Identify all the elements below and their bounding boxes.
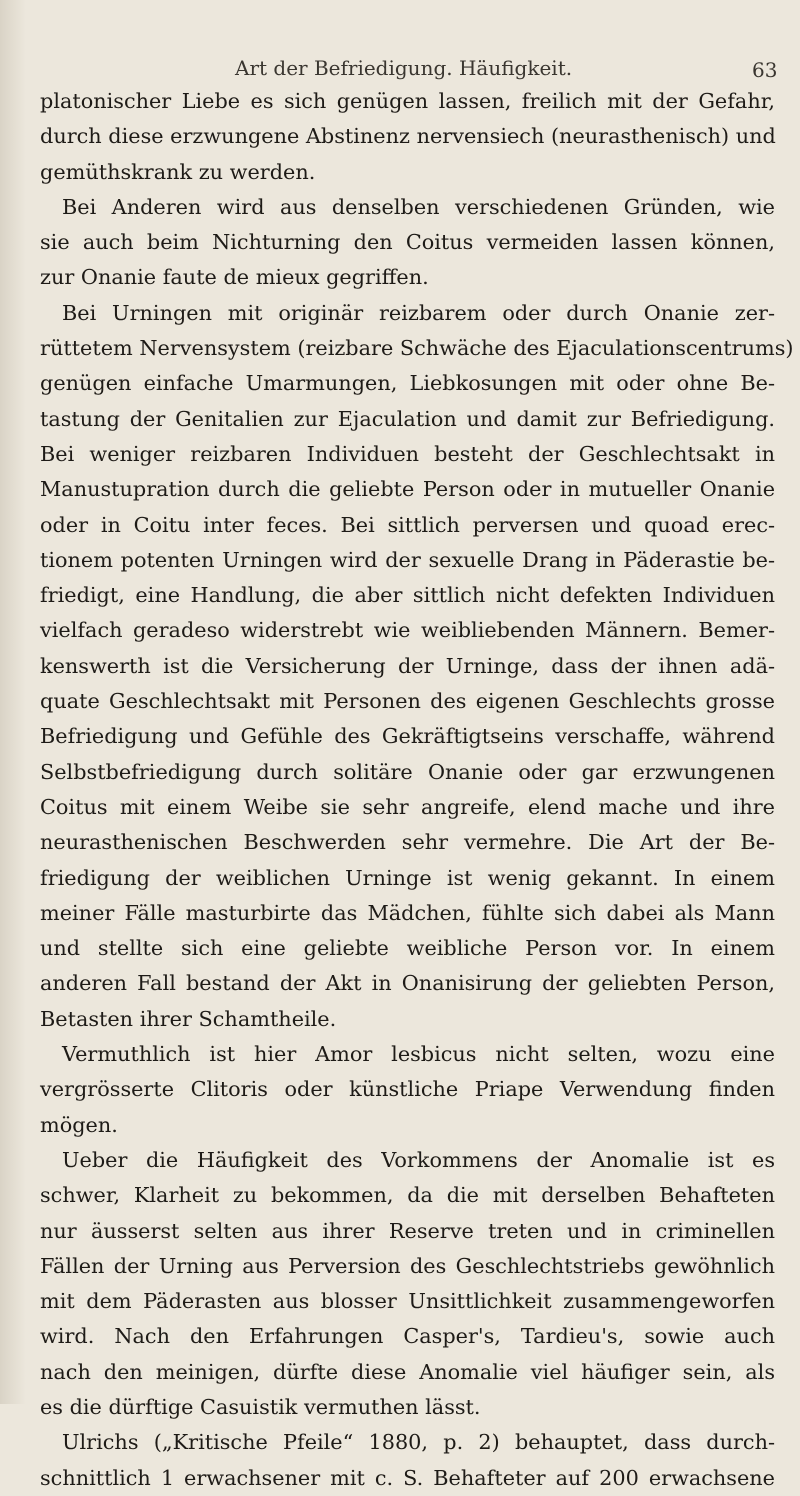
- paragraph-start-line: Bei Urningen mit originär reizbarem oder durch Onanie zer-: [62, 300, 775, 325]
- paragraph-start-line: Ueber die Häufigkeit des Vorkommens der Anomalie ist es: [62, 1147, 775, 1172]
- page-number: 63: [752, 58, 778, 82]
- text-line: quate Geschlechtsakt mit Personen des eigenen Geschlechts grosse: [40, 689, 775, 714]
- text-line: oder in Coitu inter feces. Bei sittlich perversen und quoad erec-: [40, 512, 775, 537]
- text-line: Coitus mit einem Weibe sie sehr angreife, elend mache und ihre: [40, 794, 775, 819]
- text-line: Manustupration durch die geliebte Person oder in mutueller Onanie: [40, 477, 775, 502]
- text-line: kenswerth ist die Versicherung der Urninge, dass der ihnen adä-: [40, 653, 775, 678]
- text-line: anderen Fall bestand der Akt in Onanisirung der geliebten Person,: [40, 971, 775, 996]
- text-line: Selbstbefriedigung durch solitäre Onanie oder gar erzwungenen: [40, 759, 775, 784]
- text-line: friedigt, eine Handlung, die aber sittlich nicht defekten Individuen: [40, 583, 775, 608]
- text-line: und stellte sich eine geliebte weibliche Person vor. In einem: [40, 936, 775, 961]
- body-text: [40, 84, 794, 1496]
- running-head: Art der Befriedigung. Häufigkeit.: [235, 56, 573, 80]
- text-line: durch diese erzwungene Abstinenz nervensiech (neurasthenisch) und: [40, 124, 776, 149]
- text-line: genügen einfache Umarmungen, Liebkosungen mit oder ohne Be-: [40, 371, 775, 396]
- text-line: mit dem Päderasten aus blosser Unsittlichkeit zusammengeworfen: [40, 1289, 775, 1314]
- text-line: es die dürftige Casuistik vermuthen lässt.: [40, 1394, 481, 1419]
- text-line: vielfach geradeso widerstrebt wie weibliebenden Männern. Bemer-: [40, 618, 775, 643]
- text-line: platonischer Liebe es sich genügen lassen, freilich mit der Gefahr,: [40, 89, 775, 113]
- text-line: tionem potenten Urningen wird der sexuelle Drang in Päderastie be-: [40, 547, 775, 572]
- paragraph-start-line: Ulrichs („Kritische Pfeile“ 1880, p. 2) behauptet, dass durch-: [62, 1430, 775, 1455]
- text-line: wird. Nach den Erfahrungen Casper's, Tardieu's, sowie auch: [40, 1324, 775, 1349]
- text-line: meiner Fälle masturbirte das Mädchen, fühlte sich dabei als Mann: [40, 900, 775, 925]
- text-line: Befriedigung und Gefühle des Gekräftigtseins verschaffe, während: [40, 724, 775, 749]
- text-line: Betasten ihrer Schamtheile.: [40, 1006, 337, 1031]
- text-line: zur Onanie faute de mieux gegriffen.: [40, 265, 429, 290]
- text-line: schnittlich 1 erwachsener mit c. S. Behafteter auf 200 erwachsene: [40, 1465, 775, 1490]
- text-line: nur äusserst selten aus ihrer Reserve treten und in criminellen: [40, 1218, 775, 1243]
- text-line: friedigung der weiblichen Urninge ist wenig gekannt. In einem: [40, 865, 775, 890]
- text-line: neurasthenischen Beschwerden sehr vermehre. Die Art der Be-: [40, 830, 775, 855]
- text-line: mögen.: [40, 1112, 118, 1137]
- paragraph-start-line: Bei Anderen wird aus denselben verschiedenen Gründen, wie: [62, 194, 775, 219]
- paragraph-start-line: Vermuthlich ist hier Amor lesbicus nicht selten, wozu eine: [62, 1042, 775, 1067]
- text-line: schwer, Klarheit zu bekommen, da die mit derselben Behafteten: [40, 1183, 775, 1208]
- text-line: rüttetem Nervensystem (reizbare Schwäche des Ejaculationscentrums): [40, 336, 794, 361]
- text-line: vergrösserte Clitoris oder künstliche Priape Verwendung finden: [40, 1077, 775, 1102]
- text-line: nach den meinigen, dürfte diese Anomalie viel häufiger sein, als: [40, 1359, 775, 1384]
- text-line: Bei weniger reizbaren Individuen besteht der Geschlechtsakt in: [40, 441, 775, 466]
- page-gutter-shadow: [0, 0, 26, 1404]
- text-line: tastung der Genitalien zur Ejaculation und damit zur Befriedigung.: [40, 406, 775, 431]
- text-line: gemüthskrank zu werden.: [40, 159, 316, 184]
- text-line: Fällen der Urning aus Perversion des Geschlechtstriebs gewöhnlich: [40, 1253, 775, 1278]
- text-line: sie auch beim Nichturning den Coitus vermeiden lassen können,: [40, 230, 775, 255]
